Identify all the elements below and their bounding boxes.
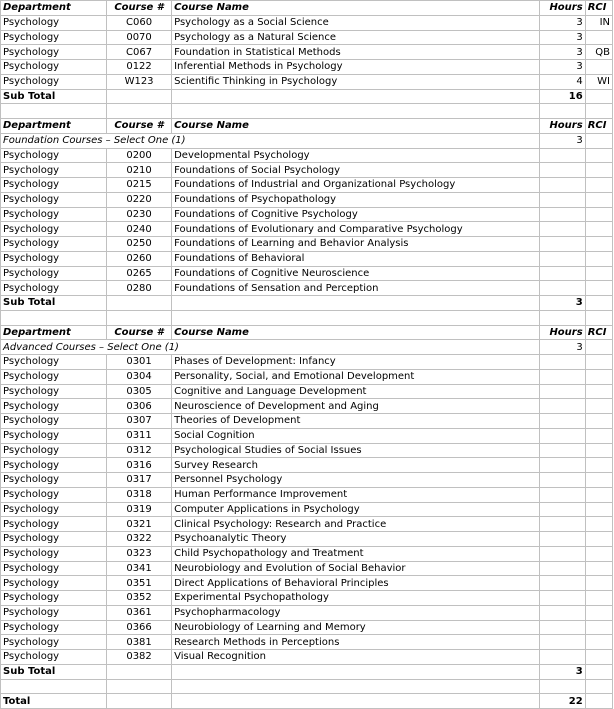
department-cell: Psychology	[1, 60, 107, 75]
total-row	[1, 694, 613, 709]
department-cell: Psychology	[1, 74, 107, 89]
empty-cell	[1, 310, 107, 325]
table-row	[1, 192, 613, 207]
rci-cell	[585, 148, 612, 163]
table-row	[1, 163, 613, 178]
table-row	[1, 473, 613, 488]
department-cell: Psychology	[1, 458, 107, 473]
department-cell: Psychology	[1, 576, 107, 591]
rci-cell	[585, 561, 612, 576]
empty-cell	[585, 104, 612, 119]
department-cell: Psychology	[1, 532, 107, 547]
table-row	[1, 487, 613, 502]
course-name-cell: Psychopharmacology	[172, 605, 539, 620]
empty-cell	[539, 104, 585, 119]
hours-cell	[539, 428, 585, 443]
department-cell: Psychology	[1, 399, 107, 414]
course-number-cell: 0351	[107, 576, 172, 591]
rci-cell	[585, 473, 612, 488]
course-name-cell: Foundations of Sensation and Perception	[172, 281, 539, 296]
course-name-cell: Cognitive and Language Development	[172, 384, 539, 399]
table-row	[1, 517, 613, 532]
course-name-cell: Neuroscience of Development and Aging	[172, 399, 539, 414]
department-cell: Psychology	[1, 163, 107, 178]
hours-cell: 3	[539, 45, 585, 60]
table-row	[1, 237, 613, 252]
course-name-cell: Scientific Thinking in Psychology	[172, 74, 539, 89]
header-hours: Hours	[539, 325, 585, 340]
course-number-cell: 0316	[107, 458, 172, 473]
rci-cell	[585, 443, 612, 458]
department-cell: Psychology	[1, 207, 107, 222]
course-name-cell: Direct Applications of Behavioral Principles	[172, 576, 539, 591]
course-number-cell: 0319	[107, 502, 172, 517]
course-name-cell: Foundations of Psychopathology	[172, 192, 539, 207]
total-hours: 22	[539, 694, 585, 709]
department-cell: Psychology	[1, 15, 107, 30]
selection-note-row	[1, 133, 613, 148]
course-number-cell: 0304	[107, 369, 172, 384]
department-cell: Psychology	[1, 561, 107, 576]
department-cell: Psychology	[1, 414, 107, 429]
table-row	[1, 428, 613, 443]
empty-cell	[172, 679, 539, 694]
rci-cell	[585, 251, 612, 266]
course-name-cell: Personnel Psychology	[172, 473, 539, 488]
department-cell: Psychology	[1, 605, 107, 620]
course-number-cell: 0280	[107, 281, 172, 296]
header-rci: RCI	[585, 119, 612, 134]
table-row	[1, 502, 613, 517]
subtotal-hours: 3	[539, 664, 585, 679]
course-name-cell: Social Cognition	[172, 428, 539, 443]
empty-cell	[107, 310, 172, 325]
table-row	[1, 546, 613, 561]
empty-cell	[107, 694, 172, 709]
subtotal-label: Sub Total	[1, 664, 107, 679]
hours-cell	[539, 591, 585, 606]
course-number-cell: 0312	[107, 443, 172, 458]
table-row	[1, 384, 613, 399]
rci-cell	[585, 399, 612, 414]
hours-cell	[539, 281, 585, 296]
header-department: Department	[1, 119, 107, 134]
empty-cell	[539, 310, 585, 325]
course-name-cell: Neurobiology of Learning and Memory	[172, 620, 539, 635]
course-number-cell: 0382	[107, 650, 172, 665]
subtotal-row	[1, 89, 613, 104]
department-cell: Psychology	[1, 620, 107, 635]
table-row	[1, 369, 613, 384]
table-row	[1, 15, 613, 30]
course-number-cell: 0200	[107, 148, 172, 163]
table-row	[1, 635, 613, 650]
header-row	[1, 1, 613, 16]
hours-cell	[539, 443, 585, 458]
course-number-cell: 0301	[107, 355, 172, 370]
rci-cell	[585, 384, 612, 399]
header-course-name: Course Name	[172, 119, 539, 134]
empty-cell	[585, 310, 612, 325]
subtotal-label: Sub Total	[1, 296, 107, 311]
hours-cell	[539, 650, 585, 665]
course-number-cell: 0381	[107, 635, 172, 650]
empty-cell	[107, 296, 172, 311]
hours-cell: 3	[539, 133, 585, 148]
department-cell: Psychology	[1, 650, 107, 665]
department-cell: Psychology	[1, 384, 107, 399]
hours-cell	[539, 620, 585, 635]
course-name-cell: Foundations of Social Psychology	[172, 163, 539, 178]
hours-cell	[539, 207, 585, 222]
hours-cell	[539, 222, 585, 237]
rci-cell	[585, 178, 612, 193]
course-number-cell: 0260	[107, 251, 172, 266]
department-cell: Psychology	[1, 45, 107, 60]
course-number-cell: C060	[107, 15, 172, 30]
hours-cell: 3	[539, 30, 585, 45]
hours-cell	[539, 502, 585, 517]
course-name-cell: Foundations of Evolutionary and Comparative Psychology	[172, 222, 539, 237]
table-row	[1, 148, 613, 163]
table-row	[1, 30, 613, 45]
hours-cell	[539, 148, 585, 163]
course-name-cell: Computer Applications in Psychology	[172, 502, 539, 517]
table-row	[1, 576, 613, 591]
table-row	[1, 620, 613, 635]
rci-cell	[585, 458, 612, 473]
rci-cell	[585, 414, 612, 429]
hours-cell	[539, 487, 585, 502]
course-name-cell: Survey Research	[172, 458, 539, 473]
department-cell: Psychology	[1, 266, 107, 281]
empty-cell	[107, 104, 172, 119]
hours-cell	[539, 561, 585, 576]
header-course-number: Course #	[107, 119, 172, 134]
course-number-cell: 0210	[107, 163, 172, 178]
spacer-row	[1, 310, 613, 325]
course-name-cell: Developmental Psychology	[172, 148, 539, 163]
table-row	[1, 605, 613, 620]
hours-cell	[539, 532, 585, 547]
course-number-cell: 0352	[107, 591, 172, 606]
header-row	[1, 325, 613, 340]
empty-cell	[585, 89, 612, 104]
hours-cell	[539, 605, 585, 620]
empty-cell	[585, 296, 612, 311]
course-name-cell: Psychology as a Social Science	[172, 15, 539, 30]
course-number-cell: 0366	[107, 620, 172, 635]
course-number-cell: 0323	[107, 546, 172, 561]
empty-cell	[172, 104, 539, 119]
empty-cell	[172, 310, 539, 325]
course-number-cell: 0318	[107, 487, 172, 502]
table-row	[1, 532, 613, 547]
department-cell: Psychology	[1, 517, 107, 532]
course-number-cell: 0361	[107, 605, 172, 620]
empty-cell	[172, 89, 539, 104]
course-number-cell: 0305	[107, 384, 172, 399]
rci-cell	[585, 605, 612, 620]
hours-cell	[539, 237, 585, 252]
header-row	[1, 119, 613, 134]
hours-cell	[539, 635, 585, 650]
department-cell: Psychology	[1, 487, 107, 502]
table-row	[1, 60, 613, 75]
header-rci: RCI	[585, 325, 612, 340]
hours-cell	[539, 355, 585, 370]
empty-cell	[539, 679, 585, 694]
department-cell: Psychology	[1, 30, 107, 45]
rci-cell	[585, 133, 612, 148]
empty-cell	[172, 694, 539, 709]
course-number-cell: W123	[107, 74, 172, 89]
course-number-cell: 0341	[107, 561, 172, 576]
rci-cell	[585, 428, 612, 443]
table-row	[1, 178, 613, 193]
rci-cell	[585, 281, 612, 296]
empty-cell	[107, 664, 172, 679]
rci-cell	[585, 635, 612, 650]
header-course-name: Course Name	[172, 1, 539, 16]
header-rci: RCI	[585, 1, 612, 16]
course-name-cell: Psychology as a Natural Science	[172, 30, 539, 45]
hours-cell	[539, 178, 585, 193]
hours-cell	[539, 384, 585, 399]
hours-cell	[539, 546, 585, 561]
course-name-cell: Clinical Psychology: Research and Practice	[172, 517, 539, 532]
hours-cell	[539, 369, 585, 384]
rci-cell	[585, 355, 612, 370]
hours-cell	[539, 414, 585, 429]
rci-cell	[585, 192, 612, 207]
hours-cell	[539, 458, 585, 473]
department-cell: Psychology	[1, 546, 107, 561]
hours-cell	[539, 192, 585, 207]
rci-cell	[585, 517, 612, 532]
empty-cell	[1, 104, 107, 119]
hours-cell	[539, 517, 585, 532]
rci-cell	[585, 546, 612, 561]
hours-cell: 3	[539, 60, 585, 75]
empty-cell	[585, 664, 612, 679]
course-number-cell: 0306	[107, 399, 172, 414]
rci-cell	[585, 60, 612, 75]
course-name-cell: Human Performance Improvement	[172, 487, 539, 502]
department-cell: Psychology	[1, 428, 107, 443]
department-cell: Psychology	[1, 178, 107, 193]
department-cell: Psychology	[1, 502, 107, 517]
hours-cell: 4	[539, 74, 585, 89]
rci-cell	[585, 266, 612, 281]
empty-cell	[107, 679, 172, 694]
empty-cell	[172, 296, 539, 311]
subtotal-row	[1, 664, 613, 679]
department-cell: Psychology	[1, 355, 107, 370]
table-row	[1, 222, 613, 237]
table-row	[1, 355, 613, 370]
course-name-cell: Inferential Methods in Psychology	[172, 60, 539, 75]
course-number-cell: 0265	[107, 266, 172, 281]
hours-cell	[539, 473, 585, 488]
rci-cell	[585, 163, 612, 178]
header-course-number: Course #	[107, 325, 172, 340]
header-course-name: Course Name	[172, 325, 539, 340]
course-number-cell: 0321	[107, 517, 172, 532]
rci-cell	[585, 591, 612, 606]
course-number-cell: 0307	[107, 414, 172, 429]
course-name-cell: Experimental Psychopathology	[172, 591, 539, 606]
department-cell: Psychology	[1, 591, 107, 606]
table-row	[1, 414, 613, 429]
table-row	[1, 650, 613, 665]
course-name-cell: Foundations of Behavioral	[172, 251, 539, 266]
table-row	[1, 281, 613, 296]
total-label: Total	[1, 694, 107, 709]
course-name-cell: Foundations of Learning and Behavior Analysis	[172, 237, 539, 252]
selection-note: Foundation Courses – Select One (1)	[1, 133, 540, 148]
hours-cell: 3	[539, 15, 585, 30]
hours-cell	[539, 163, 585, 178]
table-row	[1, 74, 613, 89]
course-name-cell: Research Methods in Perceptions	[172, 635, 539, 650]
course-number-cell: 0220	[107, 192, 172, 207]
empty-cell	[1, 679, 107, 694]
course-name-cell: Foundations of Cognitive Psychology	[172, 207, 539, 222]
course-name-cell: Foundation in Statistical Methods	[172, 45, 539, 60]
rci-cell	[585, 222, 612, 237]
course-number-cell: 0240	[107, 222, 172, 237]
department-cell: Psychology	[1, 473, 107, 488]
course-name-cell: Theories of Development	[172, 414, 539, 429]
course-number-cell: 0317	[107, 473, 172, 488]
rci-cell	[585, 30, 612, 45]
table-row	[1, 266, 613, 281]
course-number-cell: 0215	[107, 178, 172, 193]
course-name-cell: Phases of Development: Infancy	[172, 355, 539, 370]
department-cell: Psychology	[1, 251, 107, 266]
course-name-cell: Psychological Studies of Social Issues	[172, 443, 539, 458]
course-name-cell: Visual Recognition	[172, 650, 539, 665]
table-row	[1, 207, 613, 222]
table-row	[1, 45, 613, 60]
table-row	[1, 458, 613, 473]
header-hours: Hours	[539, 119, 585, 134]
hours-cell	[539, 251, 585, 266]
department-cell: Psychology	[1, 148, 107, 163]
header-hours: Hours	[539, 1, 585, 16]
rci-cell: WI	[585, 74, 612, 89]
department-cell: Psychology	[1, 369, 107, 384]
empty-cell	[585, 679, 612, 694]
header-department: Department	[1, 325, 107, 340]
hours-cell	[539, 576, 585, 591]
course-number-cell: 0070	[107, 30, 172, 45]
table-row	[1, 399, 613, 414]
department-cell: Psychology	[1, 237, 107, 252]
course-name-cell: Psychoanalytic Theory	[172, 532, 539, 547]
selection-note: Advanced Courses – Select One (1)	[1, 340, 540, 355]
rci-cell	[585, 369, 612, 384]
department-cell: Psychology	[1, 222, 107, 237]
empty-cell	[107, 89, 172, 104]
rci-cell	[585, 207, 612, 222]
header-department: Department	[1, 1, 107, 16]
course-name-cell: Foundations of Industrial and Organizational Psychology	[172, 178, 539, 193]
course-name-cell: Foundations of Cognitive Neuroscience	[172, 266, 539, 281]
subtotal-hours: 3	[539, 296, 585, 311]
rci-cell: QB	[585, 45, 612, 60]
rci-cell	[585, 237, 612, 252]
hours-cell	[539, 266, 585, 281]
table-row	[1, 443, 613, 458]
rci-cell	[585, 576, 612, 591]
course-number-cell: C067	[107, 45, 172, 60]
course-name-cell: Neurobiology and Evolution of Social Behavior	[172, 561, 539, 576]
course-name-cell: Personality, Social, and Emotional Development	[172, 369, 539, 384]
header-course-number: Course #	[107, 1, 172, 16]
empty-cell	[585, 694, 612, 709]
rci-cell	[585, 502, 612, 517]
rci-cell	[585, 340, 612, 355]
subtotal-label: Sub Total	[1, 89, 107, 104]
hours-cell	[539, 399, 585, 414]
course-number-cell: 0230	[107, 207, 172, 222]
course-number-cell: 0322	[107, 532, 172, 547]
department-cell: Psychology	[1, 281, 107, 296]
rci-cell	[585, 620, 612, 635]
selection-note-row	[1, 340, 613, 355]
department-cell: Psychology	[1, 635, 107, 650]
spacer-row	[1, 679, 613, 694]
course-number-cell: 0250	[107, 237, 172, 252]
table-row	[1, 251, 613, 266]
subtotal-hours: 16	[539, 89, 585, 104]
table-row	[1, 561, 613, 576]
rci-cell: IN	[585, 15, 612, 30]
empty-cell	[172, 664, 539, 679]
hours-cell: 3	[539, 340, 585, 355]
rci-cell	[585, 532, 612, 547]
department-cell: Psychology	[1, 443, 107, 458]
table-row	[1, 591, 613, 606]
course-number-cell: 0122	[107, 60, 172, 75]
spacer-row	[1, 104, 613, 119]
course-number-cell: 0311	[107, 428, 172, 443]
rci-cell	[585, 487, 612, 502]
course-table-body	[1, 1, 613, 709]
subtotal-row	[1, 296, 613, 311]
rci-cell	[585, 650, 612, 665]
course-name-cell: Child Psychopathology and Treatment	[172, 546, 539, 561]
department-cell: Psychology	[1, 192, 107, 207]
